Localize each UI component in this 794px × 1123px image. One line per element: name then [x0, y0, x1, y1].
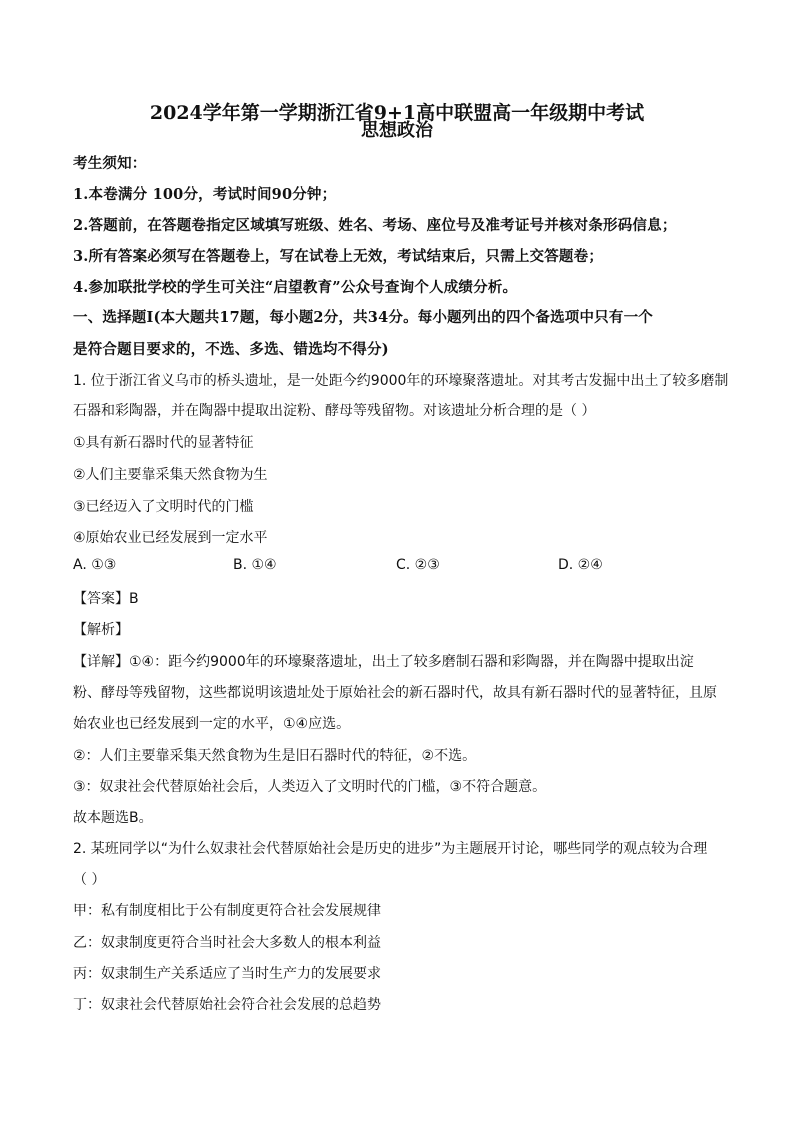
- q2-statement-2: 乙：奴隶制度更符合当时社会大多数人的根本利益: [73, 935, 381, 951]
- notice-item-2: 2.答题前，在答题卷指定区域填写班级、姓名、考场、座位号及准考证号并核对条形码信息；: [73, 217, 677, 234]
- q2-statement-1: 甲：私有制度相比于公有制度更符合社会发展规律: [73, 903, 381, 919]
- q1-stem-line-2: 石器和彩陶器，并在陶器中提取出淀粉、酵母等残留物。对该遗址分析合理的是（ ）: [73, 403, 596, 419]
- q2-stem-line-2: （ ）: [73, 872, 106, 888]
- q1-option-a: A. ①③: [73, 557, 117, 573]
- subject-title: 思想政治: [361, 120, 433, 141]
- q1-option-c: C. ②③: [396, 557, 440, 573]
- q1-stem-line-1: 1. 位于浙江省义乌市的桥头遗址，是一处距今约9000年的环壕聚落遗址。对其考古发掘中出土了较多磨制: [73, 373, 729, 389]
- notice-item-4: 4.参加联批学校的学生可关注“启望教育”公众号查询个人成绩分析。: [73, 279, 518, 296]
- section-heading-line-1: 一、选择题Ⅰ(本大题共17题，每小题2分，共34分。每小题列出的四个备选项中只有一个: [73, 309, 653, 326]
- q1-statement-3: ③已经迈入了文明时代的门槛: [73, 499, 254, 515]
- notice-heading: 考生须知：: [73, 155, 147, 172]
- q1-option-b: B. ①④: [233, 557, 277, 573]
- q1-statement-2: ②人们主要靠采集天然食物为生: [73, 467, 268, 483]
- q1-detail-line-5: ③：奴隶社会代替原始社会后，人类迈入了文明时代的门槛，③不符合题意。: [73, 779, 547, 795]
- q2-statement-4: 丁：奴隶社会代替原始社会符合社会发展的总趋势: [73, 997, 381, 1013]
- notice-item-3: 3.所有答案必须写在答题卷上，写在试卷上无效，考试结束后，只需上交答题卷；: [73, 248, 604, 265]
- q2-statement-3: 丙：奴隶制生产关系适应了当时生产力的发展要求: [73, 966, 381, 982]
- q1-detail-line-4: ②：人们主要靠采集天然食物为生是旧石器时代的特征，②不选。: [73, 748, 477, 764]
- q1-statement-1: ①具有新石器时代的显著特征: [73, 435, 254, 451]
- q1-analysis-label: 【解析】: [73, 622, 129, 638]
- exam-title: 2024学年第一学期浙江省9+1高中联盟高一年级期中考试: [149, 102, 645, 124]
- section-heading-line-2: 是符合题目要求的，不选、多选、错选均不得分): [73, 341, 389, 358]
- q1-detail-line-1: 【详解】①④：距今约9000年的环壕聚落遗址，出土了较多磨制石器和彩陶器，并在陶器中提取出淀: [73, 654, 694, 670]
- q1-answer: 【答案】B: [73, 591, 139, 607]
- q1-detail-line-3: 始农业也已经发展到一定的水平，①④应选。: [73, 716, 351, 732]
- notice-item-1: 1.本卷满分 100分，考试时间90分钟；: [73, 186, 337, 203]
- q2-stem-line-1: 2. 某班同学以“为什么奴隶社会代替原始社会是历史的进步”为主题展开讨论，哪些同学的观点较为合理: [73, 841, 708, 857]
- q1-statement-4: ④原始农业已经发展到一定水平: [73, 530, 268, 546]
- q1-option-d: D. ②④: [558, 557, 603, 573]
- q1-conclusion: 故本题选B。: [73, 810, 153, 826]
- q1-detail-line-2: 粉、酵母等残留物，这些都说明该遗址处于原始社会的新石器时代，故具有新石器时代的显著特征，且原: [73, 685, 717, 701]
